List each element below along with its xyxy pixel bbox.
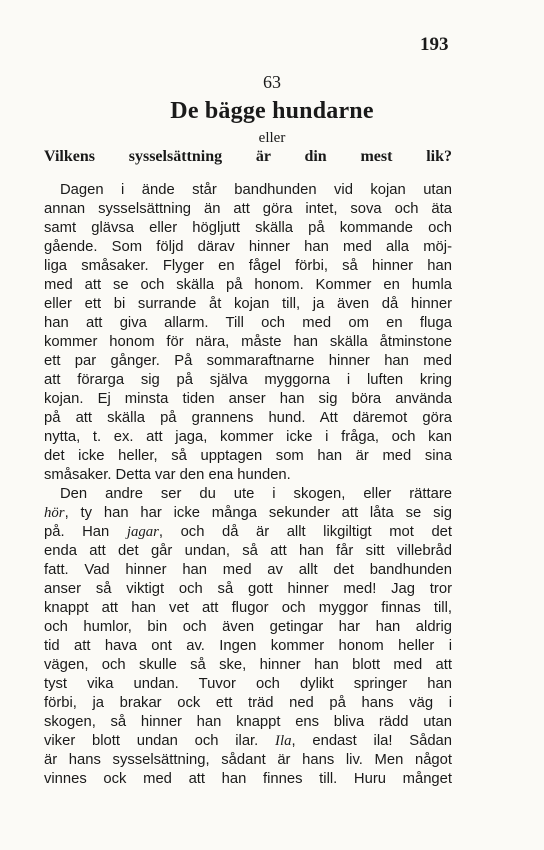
text-line: viker blott undan och ilar. Ila, endast ila! Sådan bbox=[44, 733, 452, 749]
text-line: vinnes ock med att han finnes till. Huru månget bbox=[44, 771, 452, 787]
text-line: Den andre ser du ute i skogen, eller rättare bbox=[60, 486, 452, 502]
text-line: ett par gånger. På sommaraftnarne hinner han med bbox=[44, 353, 452, 369]
text-line: nytta, t. ex. att jaga, kommer icke i fråga, och kan bbox=[44, 429, 452, 445]
chapter-subtitle: Vilkens sysselsättning är din mest lik? bbox=[44, 148, 452, 165]
text-line: tyst vika undan. Tuvor och dylikt springer han bbox=[44, 676, 452, 692]
text-line: förbi, ja brakar ock ett träd ned på hans väg i bbox=[44, 695, 452, 711]
text-line: tid att hava ont av. Ingen kommer honom heller i bbox=[44, 638, 452, 654]
text-line: kojan. Ej minsta tiden anser han sig böra använda bbox=[44, 391, 452, 407]
text-line: vägen, och skulle så ske, hinner han blott med att bbox=[44, 657, 452, 673]
text-line: Dagen i ände står bandhunden vid kojan utan bbox=[60, 182, 452, 198]
text-line: annan sysselsättning än att göra intet, sova och äta bbox=[44, 201, 452, 217]
emphasis-word: jagar bbox=[126, 524, 159, 540]
text-line: fatt. Vad hinner han med av allt det bandhunden bbox=[44, 562, 452, 578]
text-line: samt glävsa eller högljutt skälla på kommande och bbox=[44, 220, 452, 236]
text-line: kommer honom för nära, måste han skälla åtminstone bbox=[44, 334, 452, 350]
text-line: han att giva allarm. Till och med om en fluga bbox=[44, 315, 452, 331]
title-connector: eller bbox=[258, 130, 286, 146]
text-line: att förarga sig på själva myggorna i luften kring bbox=[44, 372, 452, 388]
text-line: och humlor, bin och även getingar har han aldrig bbox=[44, 619, 452, 635]
chapter-number: 63 bbox=[263, 72, 281, 92]
emphasis-word: hör bbox=[44, 505, 65, 521]
text-line: enda att det går undan, så att han får sitt villebråd bbox=[44, 543, 452, 559]
text-line: det icke heller, så upptagen som han är med sina bbox=[44, 448, 452, 464]
chapter-title: De bägge hundarne bbox=[170, 98, 374, 124]
text-line: knappt att han vet att flugor och myggor finnas till, bbox=[44, 600, 452, 616]
text-line: småsaker. Detta var den ena hunden. bbox=[44, 467, 291, 483]
text-line: på att skälla på grannens hund. Att däremot göra bbox=[44, 410, 452, 426]
text-line: på. Han jagar, och då är allt likgiltigt mot det bbox=[44, 524, 452, 540]
text-line: är hans sysselsättning, sådant är hans liv. Men något bbox=[44, 752, 452, 768]
text-line: med att se och skälla på honom. Kommer en humla bbox=[44, 277, 452, 293]
text-line: skogen, så hinner han knappt ens bliva rädd utan bbox=[44, 714, 452, 730]
text-line: liga småsaker. Flyger en fågel förbi, så hinner han bbox=[44, 258, 452, 274]
emphasis-word: Ila bbox=[275, 733, 292, 749]
body-text bbox=[44, 181, 452, 789]
page-number: 193 bbox=[420, 34, 449, 55]
text-line: anser så viktigt och så gott hinner med! Jag tror bbox=[44, 581, 452, 597]
text-line: gående. Som följd därav hinner han med alla möj- bbox=[44, 239, 452, 255]
text-line: eller ett bi surrande åt kojan till, ja även då hinner bbox=[44, 296, 452, 312]
text-line: hör, ty han har icke många sekunder att låta se sig bbox=[44, 505, 452, 521]
